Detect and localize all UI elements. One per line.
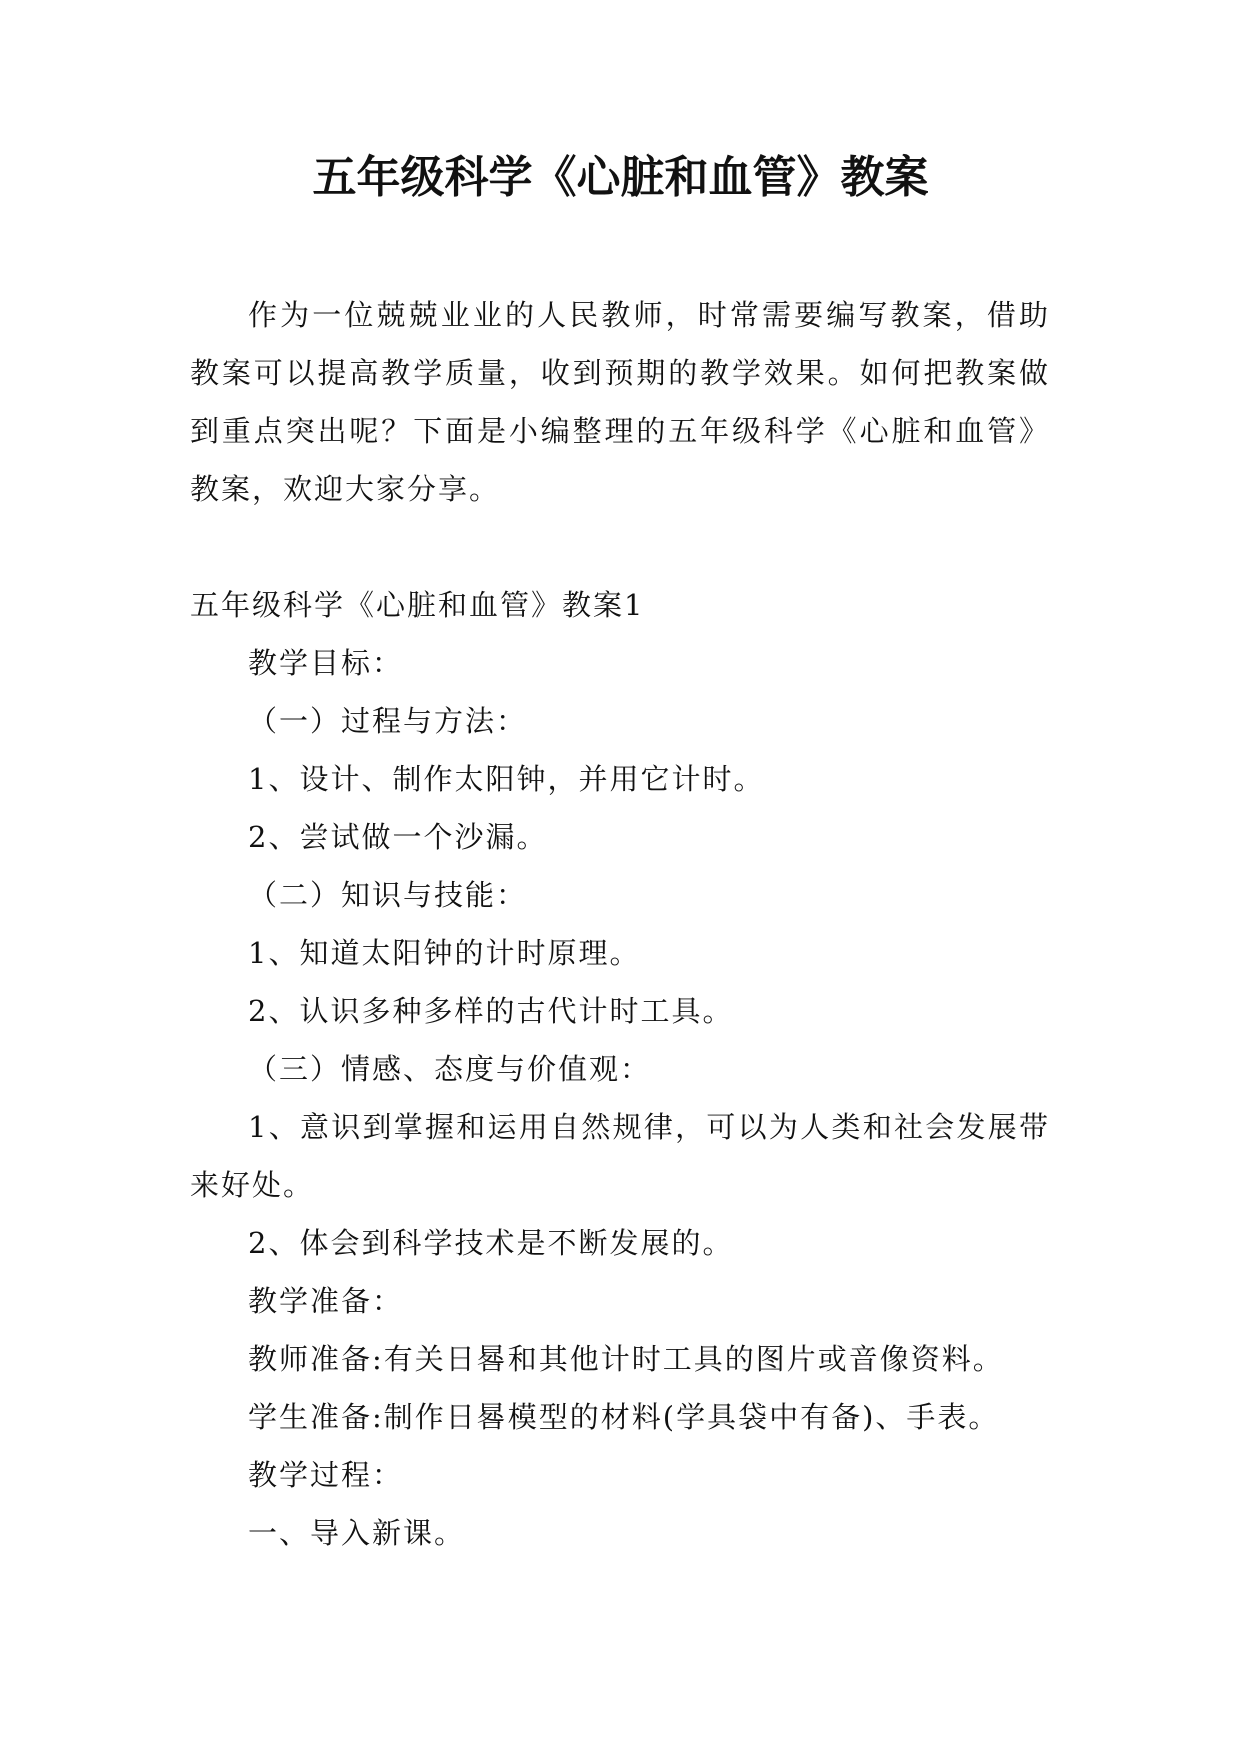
body-line: 教学目标： [248,646,404,680]
body-line: 教学过程： [248,1458,404,1492]
body-line: （一）过程与方法： [248,704,528,738]
body-line: 教师准备:有关日晷和其他计时工具的图片或音像资料。 [248,1342,1004,1376]
body-line: 2、体会到科学技术是不断发展的。 [248,1226,734,1260]
body-line: 1、知道太阳钟的计时原理。 [248,936,641,970]
body-line: （三）情感、态度与价值观： [248,1052,652,1086]
body-line: 1、设计、制作太阳钟，并用它计时。 [248,762,765,796]
document-body [190,286,1050,1562]
body-line: 2、尝试做一个沙漏。 [248,820,548,854]
paragraph-gap [190,518,1050,576]
document-title: 五年级科学《心脏和血管》教案 [312,152,929,203]
body-line: 2、认识多种多样的古代计时工具。 [248,994,734,1028]
body-line: 1、意识到掌握和运用自然规律，可以为人类和社会发展带来好处。 [190,1110,1050,1202]
body-line: 学生准备:制作日晷模型的材料(学具袋中有备)、手表。 [248,1400,1000,1434]
intro-paragraph: 作为一位兢兢业业的人民教师，时常需要编写教案，借助教案可以提高教学质量，收到预期的教学效果。如何把教案做到重点突出呢？下面是小编整理的五年级科学《心脏和血管》教案，欢迎大家分享。 [190,298,1050,506]
body-line: 一、导入新课。 [248,1516,466,1550]
body-line: （二）知识与技能： [248,878,528,912]
body-line: 教学准备： [248,1284,404,1318]
section-title: 五年级科学《心脏和血管》教案1 [190,588,645,622]
